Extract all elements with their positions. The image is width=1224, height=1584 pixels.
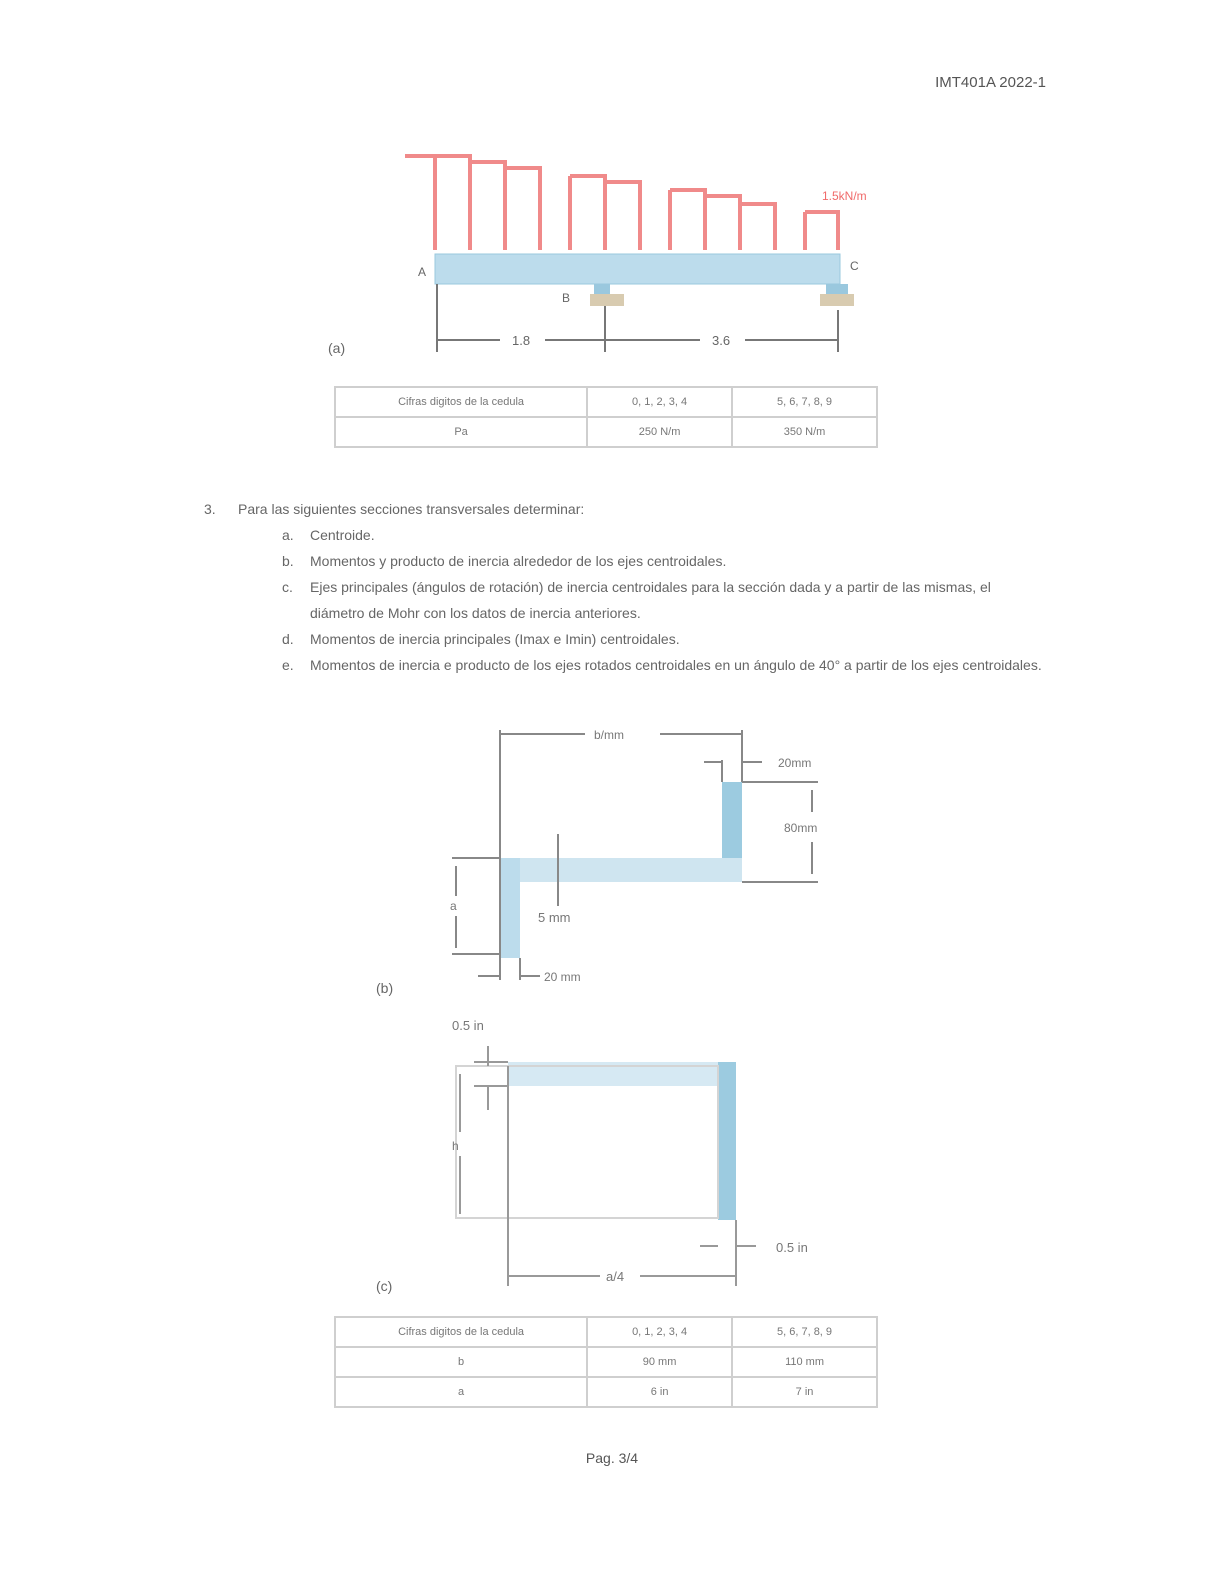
list-item-label: c. [282, 579, 293, 595]
figure-a-label: (a) [328, 340, 346, 356]
list-item-label: b. [282, 553, 294, 569]
right-thickness-label: 0.5 in [776, 1240, 808, 1255]
right-dimension-label: 80mm [784, 821, 818, 835]
bottom-dimension-label: 20 mm [544, 970, 581, 984]
list-item-text: Ejes principales (ángulos de rotación) de inercia centroidales para la sección dada y a partir de las mismas, el diámetro de Mohr con los datos de inercia anteriores. [310, 579, 991, 621]
angle-section-shape [508, 1062, 736, 1220]
table-1-header-cell: Cifras digitos de la cedula [335, 387, 587, 417]
table-2 [334, 1316, 878, 1408]
table-cell: 110 mm [732, 1347, 877, 1377]
table-1-header-cell: 5, 6, 7, 8, 9 [732, 387, 877, 417]
span2-label: 3.6 [712, 333, 731, 348]
question-number: 3. [204, 501, 216, 517]
point-b-label: B [562, 291, 571, 305]
list-item-text: Momentos de inercia e producto de los ejes rotados centroidales en un ángulo de 40° a partir de los ejes centroidales. [310, 657, 1042, 673]
table-row [335, 1347, 877, 1377]
table-cell: 90 mm [587, 1347, 732, 1377]
page-number: Pag. 3/4 [585, 1450, 639, 1466]
table-cell: 7 in [732, 1377, 877, 1407]
load-label: 1.5kN/m [822, 189, 867, 203]
list-item-label: d. [282, 631, 294, 647]
left-dimension-label: h [452, 1139, 459, 1153]
list-item-text: Momentos y producto de inercia alrededor de los ejes centroidales. [310, 553, 727, 569]
list-item-label: e. [282, 657, 294, 673]
table-row [335, 1377, 877, 1407]
top-thickness-label: 0.5 in [452, 1018, 484, 1033]
table-2-header-cell: 0, 1, 2, 3, 4 [587, 1317, 732, 1347]
left-dimension-label: a [450, 899, 457, 913]
table-cell: b [335, 1347, 587, 1377]
table-2-header-cell: 5, 6, 7, 8, 9 [732, 1317, 877, 1347]
table-2-header-row [335, 1317, 877, 1347]
table-cell: 350 N/m [732, 417, 877, 447]
web-dimension-label: 5 mm [538, 910, 571, 925]
point-a-label: A [418, 265, 427, 279]
top-dimension-label: b/mm [594, 728, 624, 742]
figure-c-label: (c) [376, 1278, 393, 1294]
bottom-dimension-label: a/4 [606, 1269, 625, 1284]
table-cell: a [335, 1377, 587, 1407]
table-2-header-cell: Cifras digitos de la cedula [335, 1317, 587, 1347]
list-item-text: Centroide. [310, 527, 375, 543]
thickness-dimension-label: 20mm [778, 756, 812, 770]
table-cell: 250 N/m [587, 417, 732, 447]
point-c-label: C [850, 259, 859, 273]
span1-label: 1.8 [512, 333, 531, 348]
table-1-header-cell: 0, 1, 2, 3, 4 [587, 387, 732, 417]
list-item-text: Momentos de inercia principales (Imax e Imin) centroidales. [310, 631, 680, 647]
page-header: IMT401A 2022-1 [935, 74, 1046, 91]
figure-b-label: (b) [376, 980, 394, 996]
question-text: Para las siguientes secciones transversales determinar: [238, 501, 585, 517]
list-item-label: a. [282, 527, 294, 543]
table-cell: Pa [335, 417, 587, 447]
table-cell: 6 in [587, 1377, 732, 1407]
